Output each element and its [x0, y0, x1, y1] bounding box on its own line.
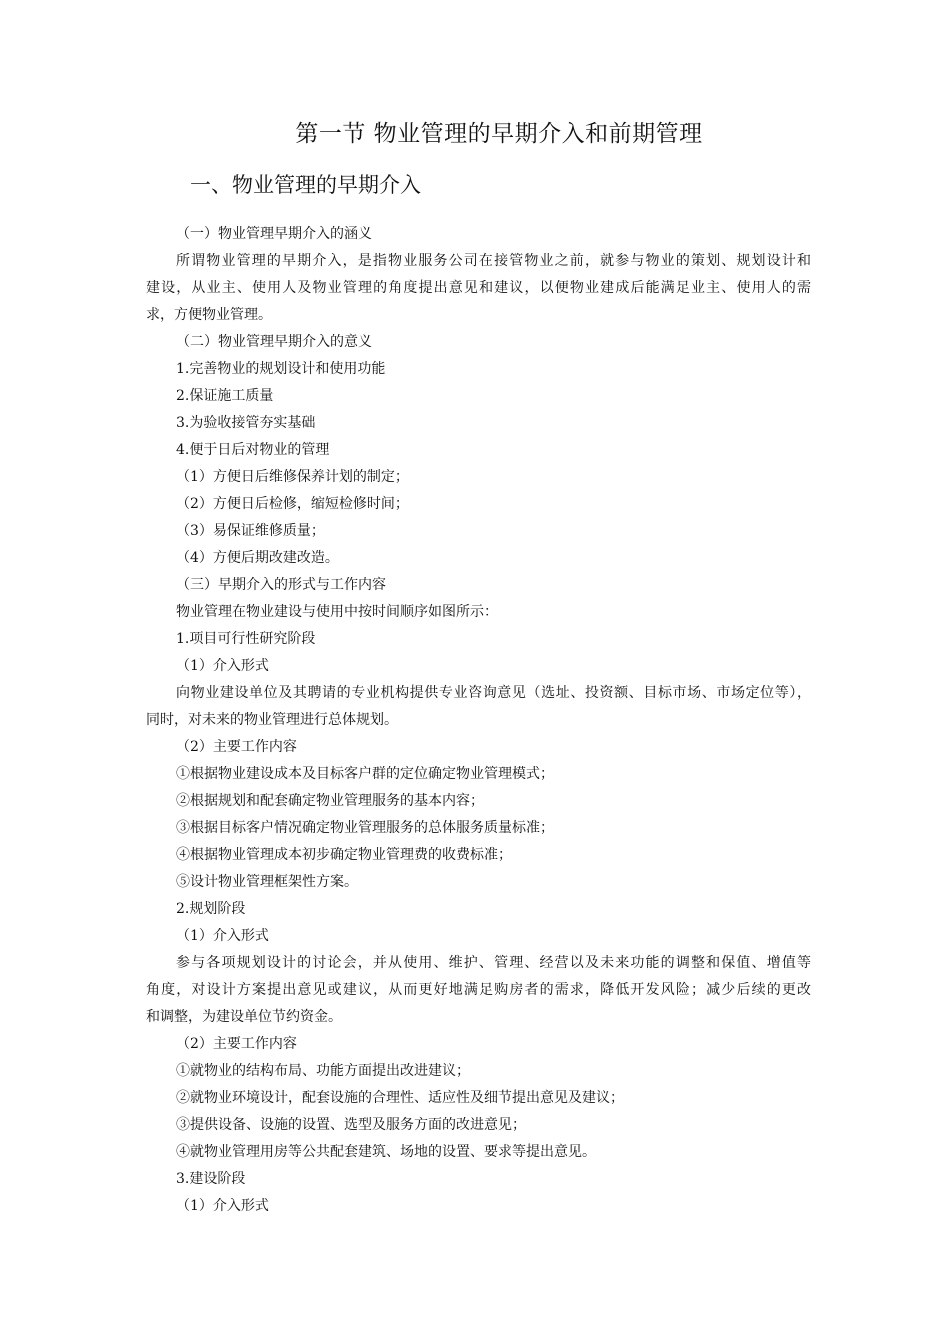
paragraph-line: 所谓物业管理的早期介入，是指物业服务公司在接管物业之前，就参与物业的策划、规划设计和 [176, 253, 811, 269]
list-item: 1.完善物业的规划设计和使用功能 [176, 361, 386, 377]
paragraph-line: 角度，对设计方案提出意见或建议，从而更好地满足购房者的需求，降低开发风险；减少后续的更改 [146, 982, 811, 998]
list-item: （2）主要工作内容 [176, 739, 297, 755]
list-item: （2）主要工作内容 [176, 1036, 297, 1052]
subsection-heading: （一）物业管理早期介入的涵义 [176, 226, 372, 242]
list-item: （1）介入形式 [176, 928, 269, 944]
paragraph-line: 求，方便物业管理。 [146, 307, 272, 323]
paragraph: 物业管理在物业建设与使用中按时间顺序如图所示： [176, 604, 498, 620]
list-item: 3.为验收接管夯实基础 [176, 415, 316, 431]
subsection-heading: （三）早期介入的形式与工作内容 [176, 577, 386, 593]
list-item: ④就物业管理用房等公共配套建筑、场地的设置、要求等提出意见。 [176, 1144, 596, 1160]
list-item: （1）介入形式 [176, 1198, 269, 1214]
list-item: （1）方便日后维修保养计划的制定； [176, 469, 409, 485]
list-item: 4.便于日后对物业的管理 [176, 442, 330, 458]
stage-heading: 1.项目可行性研究阶段 [176, 631, 316, 647]
list-item: ④根据物业管理成本初步确定物业管理费的收费标准； [176, 847, 512, 863]
list-item: ①就物业的结构布局、功能方面提出改进建议； [176, 1063, 470, 1079]
paragraph-line: 建设，从业主、使用人及物业管理的角度提出意见和建议，以便物业建成后能满足业主、使用人的需 [146, 280, 811, 296]
stage-heading: 2.规划阶段 [176, 901, 246, 917]
stage-heading: 3.建设阶段 [176, 1171, 246, 1187]
list-item: （2）方便日后检修，缩短检修时间； [176, 496, 409, 512]
list-item: （4）方便后期改建改造。 [176, 550, 339, 566]
paragraph [146, 248, 811, 329]
paragraph-line: 和调整，为建设单位节约资金。 [146, 1009, 342, 1025]
list-item: ②根据规划和配套确定物业管理服务的基本内容； [176, 793, 484, 809]
paragraph-line: 参与各项规划设计的讨论会，并从使用、维护、管理、经营以及未来功能的调整和保值、增值等 [176, 955, 811, 971]
list-item: ①根据物业建设成本及目标客户群的定位确定物业管理模式； [176, 766, 554, 782]
subsection-heading: （二）物业管理早期介入的意义 [176, 334, 372, 350]
list-item: ③根据目标客户情况确定物业管理服务的总体服务质量标准； [176, 820, 554, 836]
list-item: （3）易保证维修质量； [176, 523, 325, 539]
paragraph [146, 680, 811, 734]
paragraph [146, 950, 811, 1031]
list-item: ③提供设备、设施的设置、选型及服务方面的改进意见； [176, 1117, 526, 1133]
page-title: 第一节 物业管理的早期介入和前期管理 [295, 121, 703, 147]
list-item: （1）介入形式 [176, 658, 269, 674]
paragraph-line: 同时，对未来的物业管理进行总体规划。 [146, 712, 398, 728]
document-body [146, 221, 811, 1220]
list-item: 2.保证施工质量 [176, 388, 274, 404]
paragraph-line: 向物业建设单位及其聘请的专业机构提供专业咨询意见（选址、投资额、目标市场、市场定位等）， [176, 685, 811, 701]
list-item: ⑤设计物业管理框架性方案。 [176, 874, 358, 890]
section-heading: 一、物业管理的早期介入 [190, 173, 421, 197]
list-item: ②就物业环境设计，配套设施的合理性、适应性及细节提出意见及建议； [176, 1090, 624, 1106]
